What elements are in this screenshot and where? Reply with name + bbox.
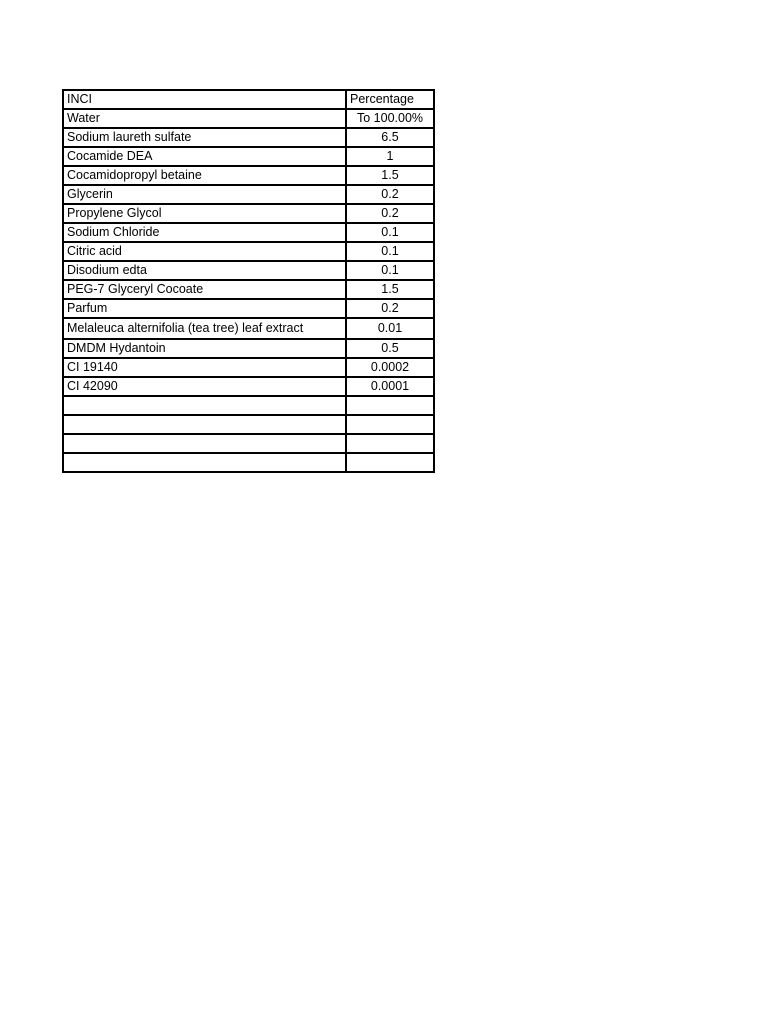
inci-cell: Citric acid — [63, 242, 346, 261]
table-row — [63, 318, 434, 339]
percentage-cell: 0.1 — [346, 261, 434, 280]
table-row — [63, 204, 434, 223]
percentage-cell — [346, 453, 434, 472]
table-row — [63, 415, 434, 434]
percentage-cell — [346, 396, 434, 415]
percentage-cell: 6.5 — [346, 128, 434, 147]
inci-cell: Melaleuca alternifolia (tea tree) leaf extract — [63, 318, 346, 339]
inci-cell — [63, 415, 346, 434]
table-row — [63, 223, 434, 242]
inci-cell: Cocamide DEA — [63, 147, 346, 166]
table-row — [63, 377, 434, 396]
table-row — [63, 299, 434, 318]
table-header-row — [63, 90, 434, 109]
table-row — [63, 339, 434, 358]
table-row — [63, 147, 434, 166]
percentage-cell: 0.2 — [346, 299, 434, 318]
percentage-cell: 0.0002 — [346, 358, 434, 377]
table-row — [63, 185, 434, 204]
inci-cell: Sodium Chloride — [63, 223, 346, 242]
inci-cell: CI 19140 — [63, 358, 346, 377]
percentage-cell — [346, 415, 434, 434]
inci-cell: CI 42090 — [63, 377, 346, 396]
percentage-cell — [346, 434, 434, 453]
ingredients-table — [62, 89, 435, 473]
inci-cell — [63, 453, 346, 472]
percentage-cell: 1.5 — [346, 166, 434, 185]
table-row — [63, 166, 434, 185]
inci-column-header: INCI — [63, 90, 346, 109]
percentage-cell: To 100.00% — [346, 109, 434, 128]
table-row — [63, 434, 434, 453]
table-row — [63, 280, 434, 299]
percentage-cell: 0.1 — [346, 223, 434, 242]
inci-cell — [63, 396, 346, 415]
table-row — [63, 109, 434, 128]
percentage-cell: 0.2 — [346, 185, 434, 204]
percentage-cell: 0.2 — [346, 204, 434, 223]
inci-cell: DMDM Hydantoin — [63, 339, 346, 358]
inci-cell: Water — [63, 109, 346, 128]
inci-cell: Sodium laureth sulfate — [63, 128, 346, 147]
table-row — [63, 242, 434, 261]
percentage-cell: 0.1 — [346, 242, 434, 261]
inci-cell: Propylene Glycol — [63, 204, 346, 223]
inci-cell: PEG-7 Glyceryl Cocoate — [63, 280, 346, 299]
table-row — [63, 453, 434, 472]
table-row — [63, 128, 434, 147]
table-row — [63, 358, 434, 377]
percentage-cell: 1.5 — [346, 280, 434, 299]
percentage-cell: 0.5 — [346, 339, 434, 358]
table-row — [63, 396, 434, 415]
inci-cell: Cocamidopropyl betaine — [63, 166, 346, 185]
inci-cell: Parfum — [63, 299, 346, 318]
inci-cell: Glycerin — [63, 185, 346, 204]
inci-cell — [63, 434, 346, 453]
percentage-column-header: Percentage — [346, 90, 434, 109]
percentage-cell: 0.0001 — [346, 377, 434, 396]
percentage-cell: 0.01 — [346, 318, 434, 339]
inci-cell: Disodium edta — [63, 261, 346, 280]
table-row — [63, 261, 434, 280]
percentage-cell: 1 — [346, 147, 434, 166]
